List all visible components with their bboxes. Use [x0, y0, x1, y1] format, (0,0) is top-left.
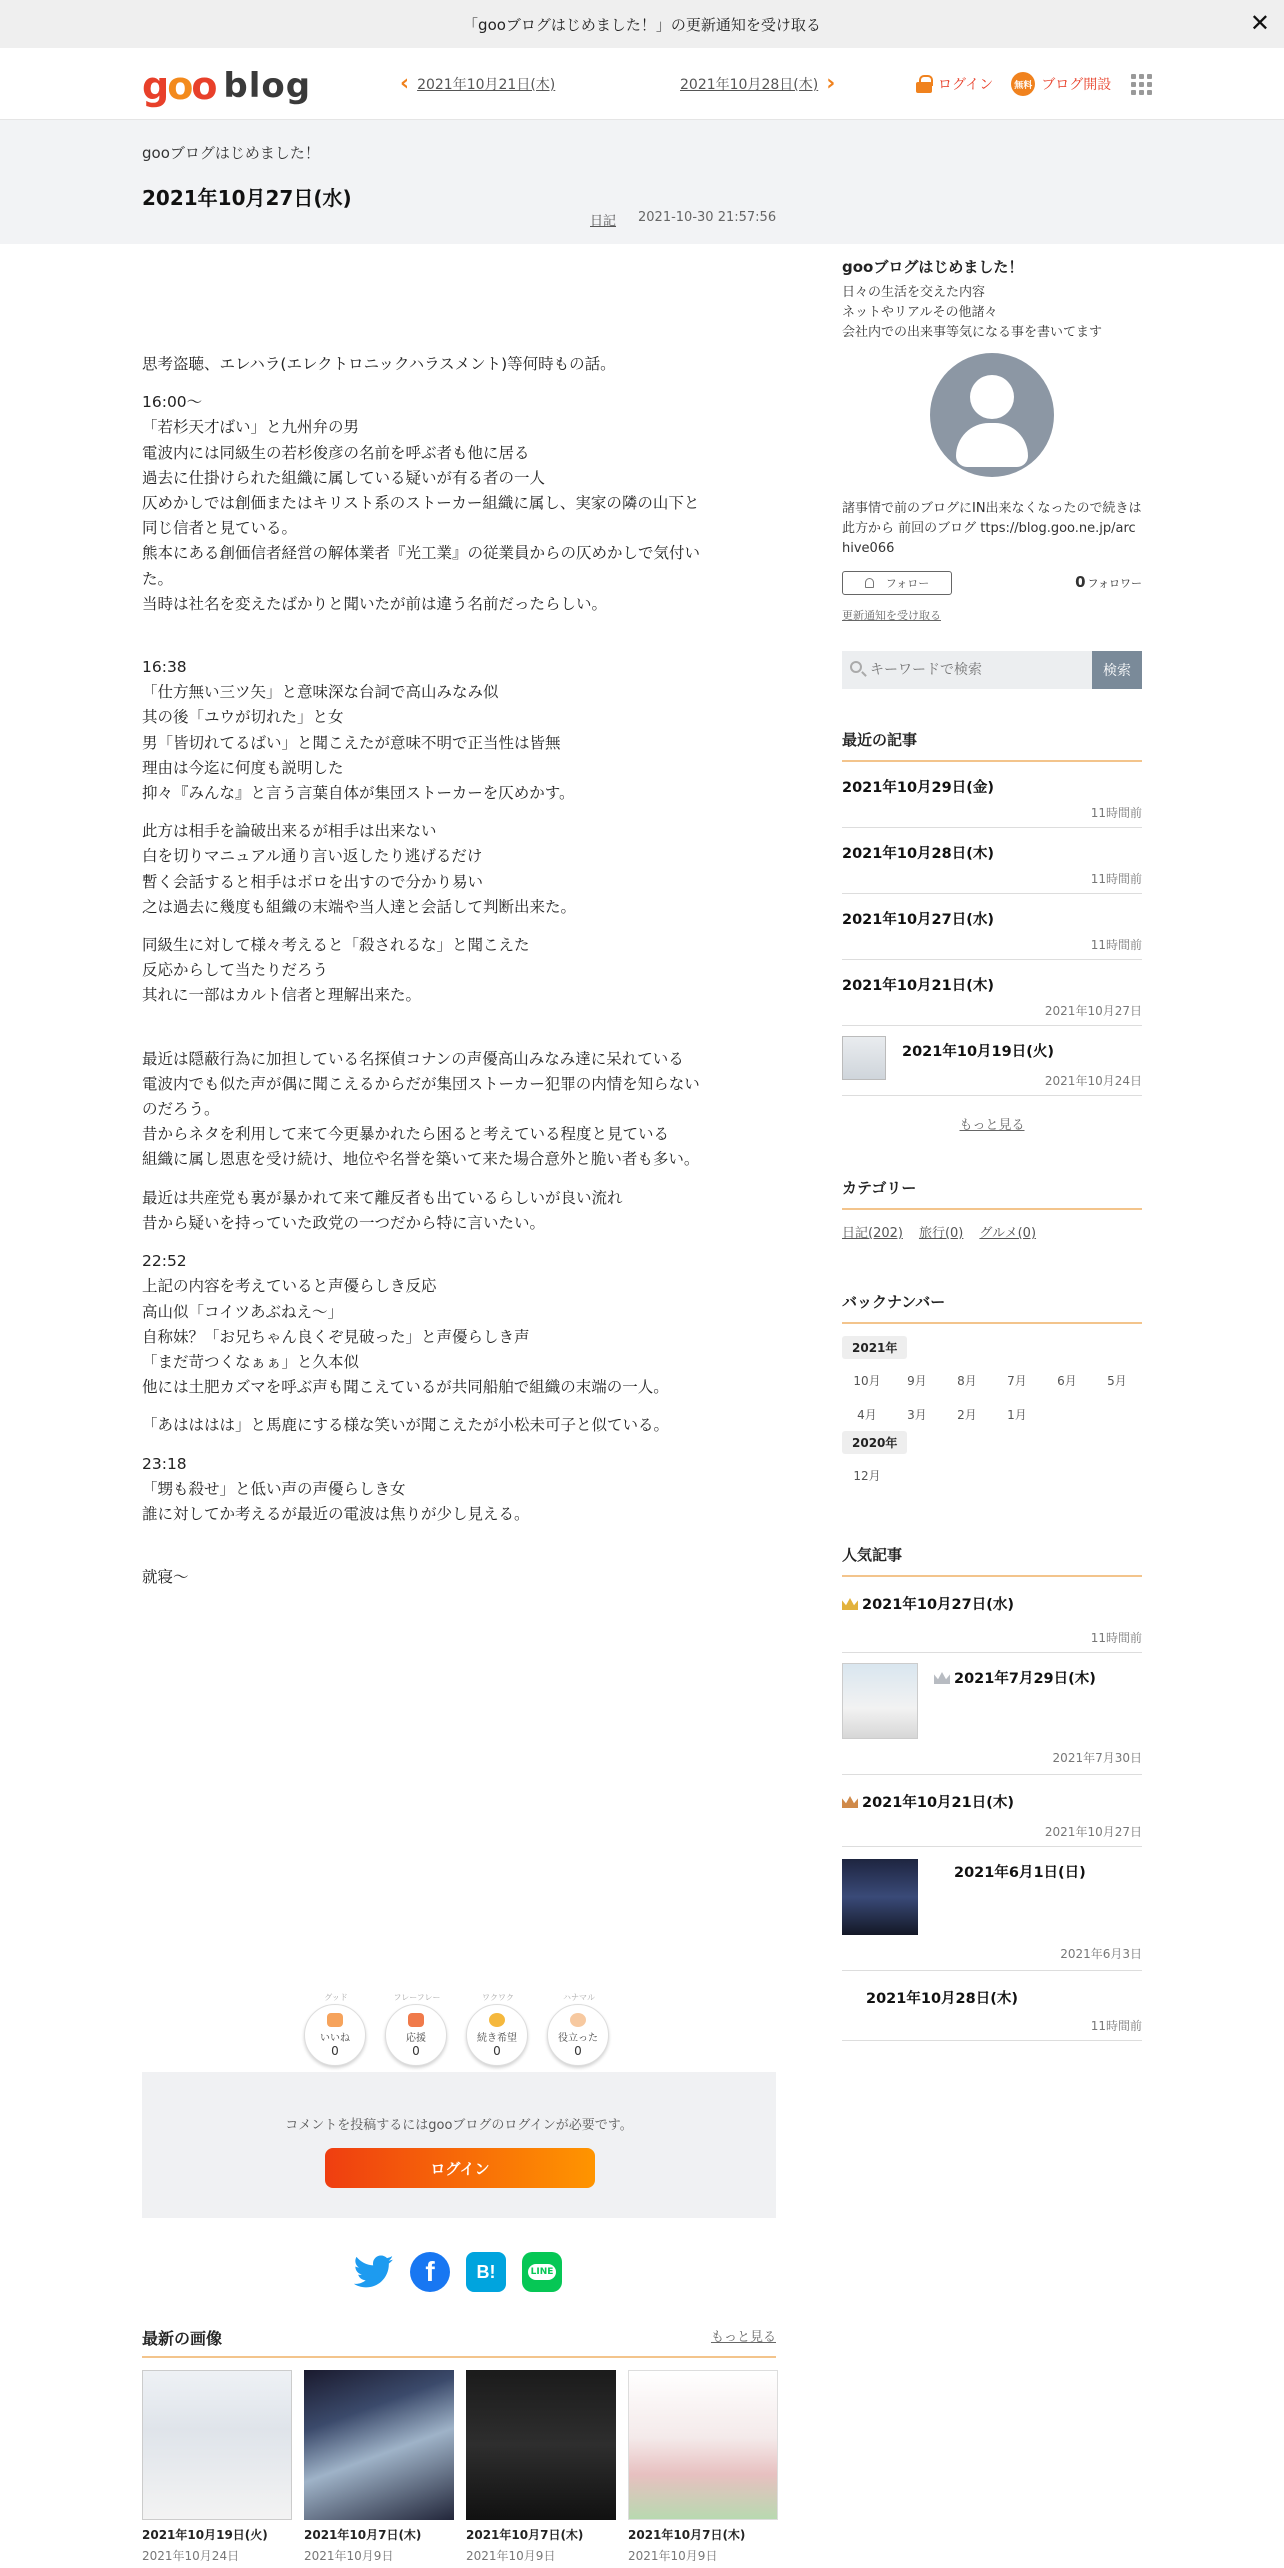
month-link[interactable]: 2月 — [957, 1407, 977, 1422]
text-line: 「仕方無い三ツ矢」と意味深な台詞で高山みなみ似 — [142, 683, 499, 702]
popular-article-item[interactable]: 2021年6月1日(日) 2021年6月3日 — [842, 1847, 1142, 1971]
sidebar — [842, 256, 1142, 2041]
chevron-right-icon: › — [826, 71, 836, 96]
categories-title: カテゴリー — [842, 1177, 1142, 1210]
popular-article-item[interactable]: 2021年7月29日(木) 2021年7月30日 — [842, 1653, 1142, 1775]
header-actions — [916, 72, 1152, 96]
recent-article-thumbnail[interactable] — [842, 1036, 886, 1080]
text-line: 23:18 — [142, 1454, 187, 1473]
line-icon: LINE — [528, 2264, 557, 2280]
article-paragraph — [142, 1047, 782, 1173]
article-paragraph — [142, 390, 782, 617]
article-paragraph — [142, 1565, 782, 1590]
excited-face-icon — [489, 2013, 505, 2027]
article-paragraph — [142, 1186, 782, 1236]
text-line: 最近は共産党も裏が暴かれて来て離反者も出ているらしいが良い流れ — [142, 1188, 623, 1207]
text-line: 22:52 — [142, 1252, 187, 1271]
login-link[interactable]: ログイン — [916, 74, 993, 94]
recent-article-item[interactable]: 2021年10月21日(木) 2021年10月27日 — [842, 960, 1142, 1026]
recent-article-item[interactable]: 2021年10月19日(火) 2021年10月24日 — [842, 1026, 1142, 1096]
latest-image-thumbnail[interactable] — [142, 2370, 292, 2520]
article-paragraph — [142, 655, 782, 806]
text-line: 就寝～ — [142, 1568, 189, 1587]
text-line: 熊本にある創価信者経営の解体業者『光工業』の従業員からの仄めかしで気付い — [142, 544, 701, 563]
popular-articles-title: 人気記事 — [842, 1544, 1142, 1577]
apps-grid-icon[interactable] — [1131, 74, 1152, 95]
text-line: 高山似「コイツあぶねえ～」 — [142, 1302, 344, 1321]
line-share-button[interactable] — [522, 2252, 562, 2292]
text-line: 思考盗聴、エレハラ(エレクトロニックハラスメント)等何時もの話。 — [142, 355, 616, 373]
latest-image-thumbnail[interactable] — [466, 2370, 616, 2520]
text-line: 上記の内容を考えていると声優らしき反応 — [142, 1277, 437, 1296]
profile-name[interactable]: gooブログはじめました！ — [842, 258, 1024, 276]
latest-images-grid — [142, 2370, 790, 2564]
latest-image-item[interactable]: 2021年10月7日(木) 2021年10月9日 — [304, 2370, 454, 2564]
article-paragraph — [142, 933, 782, 1009]
year-label: 2021年 — [842, 1336, 907, 1359]
free-badge-icon: 無料 — [1011, 72, 1035, 96]
search-box — [842, 651, 1142, 689]
comment-login-message: コメントを投稿するにはgooブログのログインが必要です。 — [285, 2118, 633, 2133]
entry-title: 2021年10月27日(水) — [142, 186, 352, 210]
latest-image-item[interactable]: 2021年10月7日(木) 2021年10月9日 — [628, 2370, 778, 2564]
popular-article-item[interactable]: 2021年10月27日(水) 11時間前 — [842, 1577, 1142, 1653]
share-buttons — [354, 2252, 578, 2292]
latest-image-item[interactable]: 2021年10月7日(木) 2021年10月9日 — [466, 2370, 616, 2564]
month-link[interactable]: 5月 — [1107, 1373, 1127, 1388]
bronze-crown-icon — [842, 1796, 858, 1808]
recent-article-item[interactable]: 2021年10月29日(金) 11時間前 — [842, 762, 1142, 828]
text-line: 理由は今迄に何度も説明した — [142, 758, 344, 777]
follow-button[interactable]: フォロー — [842, 571, 952, 595]
text-line: 此方は相手を論破出来るが相手は出来ない — [142, 822, 437, 841]
popular-articles — [842, 1544, 1142, 2041]
goo-blog-logo[interactable] — [142, 62, 311, 106]
next-entry-link[interactable]: 2021年10月28日(木) › — [680, 71, 836, 96]
recent-article-item[interactable]: 2021年10月28日(木) 11時間前 — [842, 828, 1142, 894]
text-line: 「あはははは」と馬鹿にする様な笑いが聞こえたが小松未可子と似ている。 — [142, 1416, 670, 1435]
popular-article-item[interactable]: 2021年10月28日(木) 11時間前 — [842, 1971, 1142, 2041]
text-line: 同じ信者と見ている。 — [142, 519, 298, 538]
reaction-more-button[interactable]: ワクワク 続き希望 0 — [466, 1992, 530, 2066]
comment-login-button[interactable]: ログイン — [325, 2148, 595, 2188]
silver-crown-icon — [934, 1672, 950, 1684]
month-link[interactable]: 10月 — [853, 1373, 881, 1388]
month-link[interactable]: 12月 — [853, 1468, 881, 1483]
text-line: 仄めかしでは創価またはキリスト系のストーカー組織に属し、実家の隣の山下と — [142, 494, 700, 513]
prev-entry-link[interactable]: ‹ 2021年10月21日(木) — [400, 71, 556, 96]
text-line: 反応からして当たりだろう — [142, 961, 329, 980]
entry-meta — [590, 210, 776, 229]
text-line: 「まだ苛つくなぁぁ」と久本似 — [142, 1352, 360, 1371]
open-blog-link[interactable]: 無料 ブログ開設 — [1011, 72, 1111, 96]
gold-crown-icon — [842, 1598, 858, 1610]
facebook-share-button[interactable]: f — [410, 2252, 450, 2292]
text-line: 「若杉天才ばい」と九州弁の男 — [142, 418, 360, 437]
back-numbers — [842, 1291, 1142, 1492]
follower-count: 0 フォロワー — [1075, 573, 1142, 591]
text-line: 抑々『みんな』と言う言葉自体が集団ストーカーを仄めかす。 — [142, 784, 575, 803]
category-link[interactable]: グルメ(0) — [979, 1226, 1037, 1241]
reaction-like-button[interactable]: グッド いいね 0 — [304, 1992, 368, 2066]
text-line: 「甥も殺せ」と低い声の声優らしき女 — [142, 1479, 406, 1498]
latest-image-thumbnail[interactable] — [628, 2370, 778, 2520]
text-line: 電波内でも似た声が偶に聞こえるからだが集団ストーカー犯罪の内情を知らない — [142, 1074, 700, 1093]
reaction-buttons — [304, 1992, 628, 2066]
recent-articles-title: 最近の記事 — [842, 729, 1142, 762]
article-paragraph — [142, 819, 782, 920]
text-line: 16:00～ — [142, 393, 203, 412]
latest-images-header — [142, 2324, 776, 2358]
logo-blog: blog — [223, 66, 312, 106]
categories — [842, 1177, 1142, 1241]
latest-images-title: 最新の画像 — [142, 2329, 223, 2348]
text-line: 日々の生活を交えた内容 — [842, 285, 986, 300]
entry-body — [142, 352, 782, 1590]
article-paragraph — [142, 1413, 782, 1438]
month-link[interactable]: 3月 — [907, 1407, 927, 1422]
text-line: 自称妹？「お兄ちゃん良くぞ見破った」と声優らしき声 — [142, 1327, 530, 1346]
follow-row — [842, 571, 1142, 595]
text-line: 当時は社名を変えたばかりと聞いたが前は違う名前だったらしい。 — [142, 594, 608, 613]
month-link[interactable]: 6月 — [1057, 1373, 1077, 1388]
month-link[interactable]: 1月 — [1007, 1407, 1027, 1422]
search-input[interactable] — [842, 651, 1092, 689]
reaction-cheer-button[interactable]: フレーフレー 応援 0 — [385, 1992, 449, 2066]
comment-login-box — [142, 2072, 776, 2218]
popular-article-thumbnail[interactable] — [842, 1663, 918, 1739]
text-line: 之は過去に幾度も組織の末端や当人達と会話して判断出来た。 — [142, 897, 577, 916]
hatena-bookmark-button[interactable]: B! — [466, 2252, 506, 2292]
reaction-helpful-button[interactable]: ハナマル 役立った 0 — [547, 1992, 611, 2066]
twitter-icon — [354, 2255, 394, 2289]
latest-image-item[interactable]: 2021年10月19日(火) 2021年10月24日 — [142, 2370, 292, 2564]
entry-posted-time: 2021-10-30 21:57:56 — [638, 210, 777, 225]
month-link[interactable]: 9月 — [907, 1373, 927, 1388]
entry-category-link[interactable]: 日記 — [590, 214, 617, 229]
back-numbers-title: バックナンバー — [842, 1291, 1142, 1324]
text-line: た。 — [142, 569, 174, 588]
logo-goo: goo — [142, 64, 216, 108]
text-line: 男「皆切れてるばい」と聞こえたが意味不明で正当性は皆無 — [142, 733, 561, 752]
follow-notice-bar[interactable] — [0, 0, 1284, 48]
latest-images-more-link[interactable]: もっと見る — [710, 2330, 776, 2345]
close-icon[interactable]: ✕ — [1249, 9, 1270, 37]
article-paragraph — [142, 1249, 782, 1400]
year-label: 2020年 — [842, 1431, 907, 1454]
person-icon — [865, 578, 874, 588]
text-line: 白を切りマニュアル通り言い返したり逃げるだけ — [142, 847, 483, 866]
month-link[interactable]: 4月 — [857, 1407, 877, 1422]
month-link[interactable]: 8月 — [957, 1373, 977, 1388]
profile-note: 諸事情で前のブログにIN出来なくなったので続きは此方から 前回のブログ ttps://blog.goo.ne.jp/archive066 — [842, 501, 1142, 556]
entry-title-band — [0, 120, 1284, 244]
lock-icon — [916, 75, 932, 93]
profile-description — [842, 283, 1142, 343]
text-line: 昔から疑いを持っていた政党の一つだから特に言いたい。 — [142, 1213, 546, 1232]
avatar[interactable] — [930, 353, 1054, 477]
recent-more-link[interactable]: もっと見る — [959, 1118, 1025, 1133]
flower-icon — [570, 2013, 586, 2027]
category-link[interactable]: 日記(202) — [842, 1226, 903, 1241]
thumbs-up-icon — [327, 2013, 343, 2027]
month-link[interactable]: 7月 — [1007, 1373, 1027, 1388]
text-line: 其の後「ユウが切れた」と女 — [142, 708, 344, 727]
article-paragraph — [142, 1452, 782, 1528]
site-header — [0, 48, 1284, 120]
megaphone-icon — [408, 2013, 424, 2027]
text-line: 過去に仕掛けられた組織に属している疑いが有る者の一人 — [142, 468, 546, 487]
follow-notice-text[interactable]: 「gooブログはじめました！」の更新通知を受け取る — [463, 15, 821, 34]
text-line: 同級生に対して様々考えると「殺されるな」と聞こえた — [142, 936, 530, 955]
text-line: 他には土肥カズマを呼ぶ声も聞こえているが共同船舶で組織の末端の一人。 — [142, 1378, 669, 1397]
recent-articles — [842, 729, 1142, 1133]
popular-article-item[interactable]: 2021年10月21日(木) 2021年10月27日 — [842, 1775, 1142, 1847]
search-button[interactable]: 検索 — [1092, 651, 1142, 689]
update-notify-link[interactable]: 更新通知を受け取る — [842, 609, 941, 622]
text-line: 16:38 — [142, 658, 187, 677]
text-line: 其れに一部はカルト信者と理解出来た。 — [142, 986, 422, 1005]
text-line: のだろう。 — [142, 1100, 220, 1119]
text-line: 誰に対してか考えるが最近の電波は焦りが少し見える。 — [142, 1504, 530, 1523]
latest-image-thumbnail[interactable] — [304, 2370, 454, 2520]
blog-name: gooブログはじめました！ — [142, 144, 320, 162]
twitter-share-button[interactable] — [354, 2252, 394, 2292]
text-line: 組織に属し恩恵を受け続け、地位や名誉を築いて来た場合意外と脆い者も多い。 — [142, 1150, 700, 1169]
popular-article-thumbnail[interactable] — [842, 1859, 918, 1935]
search-icon — [850, 661, 862, 673]
text-line: 昔からネタを利用して来て今更暴かれたら困ると考えている程度と見ている — [142, 1125, 670, 1144]
text-line: 電波内には同級生の若杉俊彦の名前を呼ぶ者も他に居る — [142, 443, 530, 462]
chevron-left-icon: ‹ — [400, 71, 410, 96]
article-paragraph — [142, 352, 782, 377]
text-line: 会社内での出来事等気になる事を書いてます — [842, 325, 1103, 340]
text-line: 暫く会話すると相手はボロを出すので分かり易い — [142, 872, 484, 891]
text-line: 最近は隠蔽行為に加担している名探偵コナンの声優高山みなみ達に呆れている — [142, 1049, 684, 1068]
category-link[interactable]: 旅行(0) — [918, 1226, 964, 1241]
text-line: ネットやリアルその他諸々 — [842, 305, 998, 320]
recent-article-item[interactable]: 2021年10月27日(水) 11時間前 — [842, 894, 1142, 960]
